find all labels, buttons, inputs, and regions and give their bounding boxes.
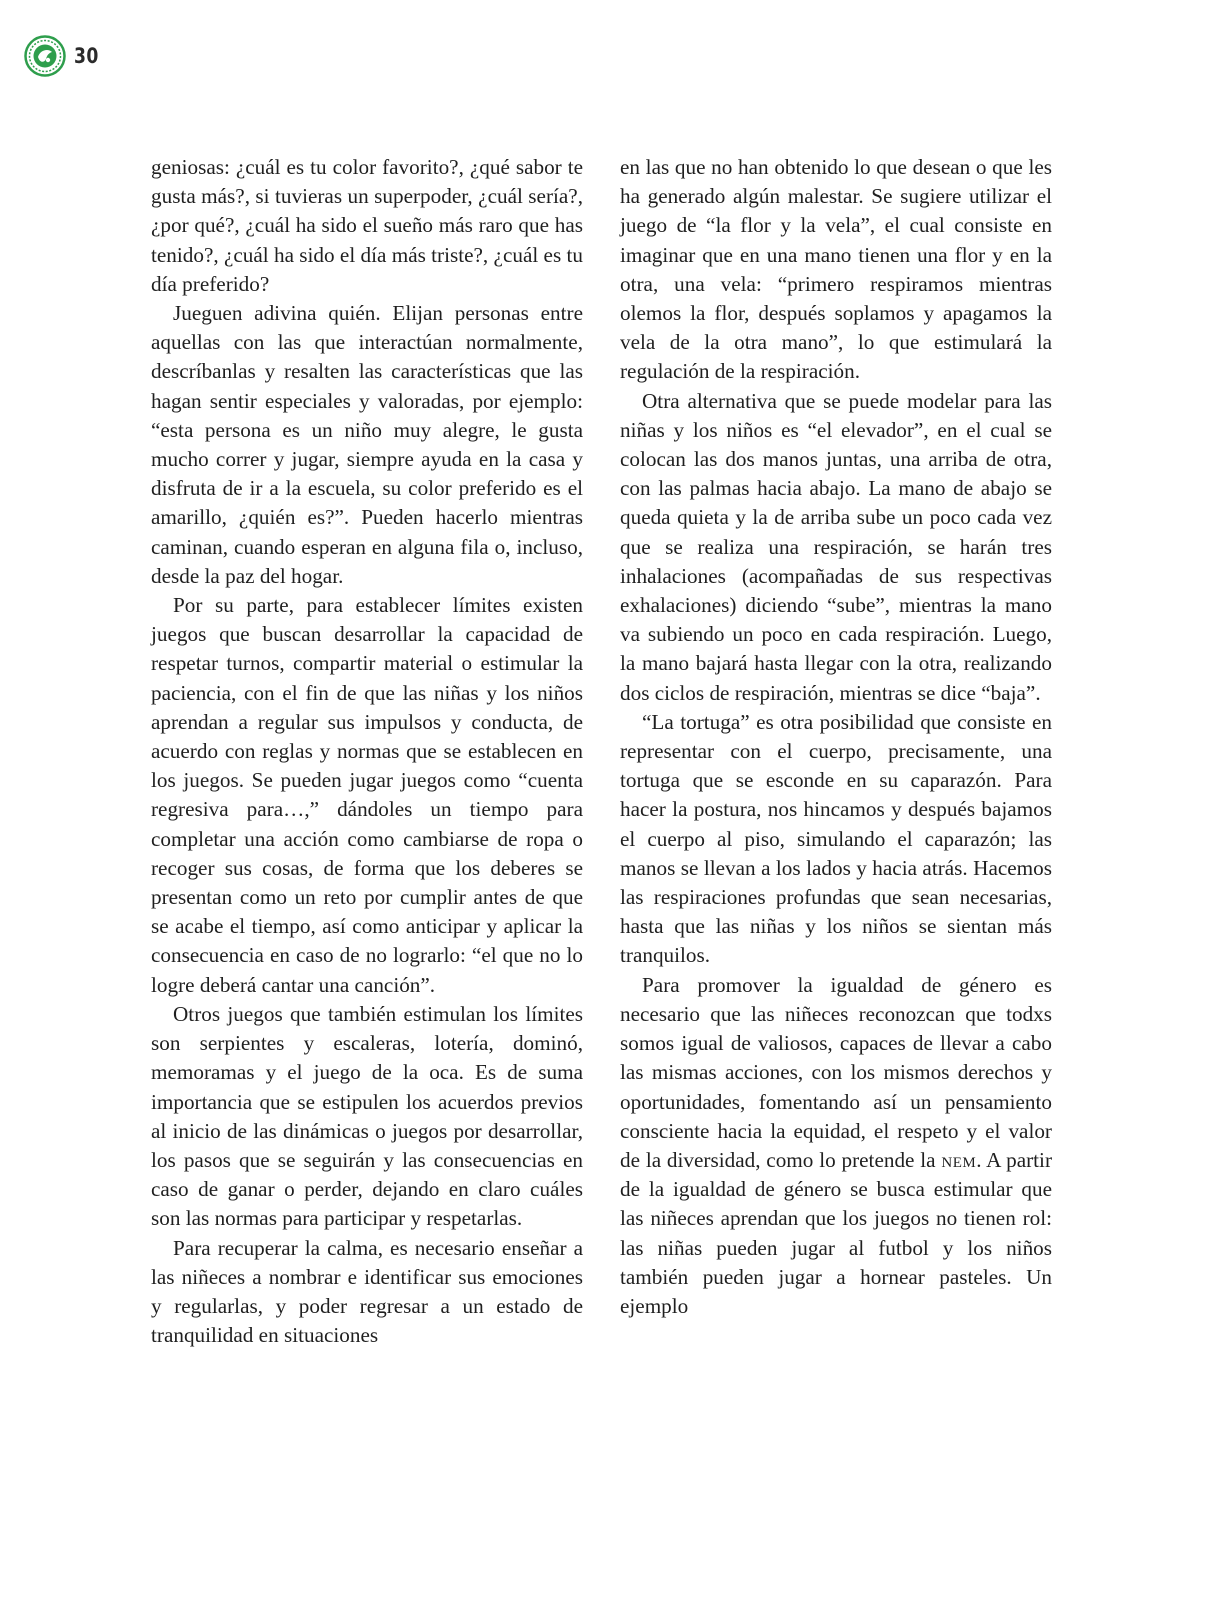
paragraph: en las que no han obtenido lo que desean o que les ha generado algún malestar. Se sugiere utilizar el juego de “la flor y la vela”, el cual consiste en imaginar que en una mano tienen una flor y en la otra, una vela: “primero respiramos mientras olemos la flor, después soplamos y apagamos la vela de la otra mano”, lo que estimulará la regulación de la respiración. [620, 155, 1052, 384]
paragraph: Para recuperar la calma, es necesario enseñar a las niñeces a nombrar e identificar sus emociones y regularlas, y poder regresar a un estado de tranquilidad en situaciones [151, 1235, 583, 1348]
page-header [24, 34, 104, 78]
paragraph: Jueguen adivina quién. Elijan personas entre aquellas con las que interactúan normalmente, descríbanlas y resalten las características que las hagan sentir especiales y valoradas, por ejemplo: “esta persona es un niño muy alegre, le gusta mucho correr y jugar, siempre ayuda en la casa y disfruta de ir a la escuela, su color preferido es el amarillo, ¿quién es?”. Pueden hacerlo mientras caminan, cuando esperan en alguna fila o, incluso, desde la paz del hogar. [151, 301, 583, 588]
nem-abbreviation: nem [941, 1147, 977, 1172]
paragraph: Por su parte, para establecer límites existen juegos que buscan desarrollar la capacidad de respetar turnos, compartir material o estimular la paciencia, con el fin de que las niñas y los niños aprendan a regular sus impulsos y conducta, de acuerdo con reglas y normas que se establecen en los juegos. Se pueden jugar juegos como “cuenta regresiva para…,” dándoles un tiempo para completar una acción como cambiarse de ropa o recoger sus cosas, de forma que los deberes se presentan como un reto por cumplir antes de que se acabe el tiempo, así como anticipar y aplicar la consecuencia en caso de no lograrlo: “el que no lo logre deberá cantar una canción”. [151, 593, 583, 997]
paragraph: Otra alternativa que se puede modelar para las niñas y los niños es “el elevador”, en el cual se colocan las dos manos juntas, una arriba de otra, con las palmas hacia abajo. La mano de abajo se queda quieta y la de arriba sube un poco cada vez que se realiza una respiración, se harán tres inhalaciones (acompañadas de sus respectivas exhalaciones) diciendo “sube”, mientras la mano va subiendo un poco en cada respiración. Luego, la mano bajará hasta llegar con la otra, realizando dos ciclos de respiración, mientras se dice “baja”. [620, 388, 1052, 705]
page-number: 30 [74, 44, 99, 68]
paragraph-text: Para promover la igualdad de género es necesario que las niñeces reconozcan que todxs somos igual de valiosos, capaces de llevar a cabo las mismas acciones, con los mismos derechos y oportunidades, fomentando así un pensamiento consciente hacia la equidad, el respeto y el valor de la diversidad, como lo pretende la [620, 972, 1052, 1172]
paragraph-text: . A partir de la igualdad de género se busca estimular que las niñeces aprendan que los juegos no tienen rol: las niñas pueden jugar al futbol y los niños también pueden jugar a hornear pasteles. Un ejemplo [620, 1147, 1053, 1318]
paragraph: geniosas: ¿cuál es tu color favorito?, ¿qué sabor te gusta más?, si tuvieras un superpoder, ¿cuál sería?, ¿por qué?, ¿cuál ha sido el sueño más raro que has tenido?, ¿cuál ha sido el día más triste?, ¿cuál es tu día preferido? [151, 155, 583, 296]
paragraph: Otros juegos que también estimulan los límites son serpientes y escaleras, lotería, dominó, memoramas y el juego de la oca. Es de suma importancia que se estipulen los acuerdos previos al inicio de las dinámicas o juegos por desarrollar, los pasos que se seguirán y las consecuencias en caso de ganar o perder, dejando en claro cuáles son las normas para participar y respetarlas. [151, 1001, 583, 1231]
circular-green-emblem-icon [24, 35, 66, 77]
right-text-column [620, 153, 1052, 1321]
paragraph: “La tortuga” es otra posibilidad que consiste en representar con el cuerpo, precisamente, una tortuga que se esconde en su caparazón. Para hacer la postura, nos hincamos y después bajamos el cuerpo al piso, simulando el caparazón; las manos se llevan a los lados y hacia atrás. Hacemos las respiraciones profundas que sean necesarias, hasta que las niñas y los niños se sientan más tranquilos. [620, 709, 1052, 968]
left-text-column [151, 153, 583, 1350]
paragraph [620, 971, 1052, 1321]
